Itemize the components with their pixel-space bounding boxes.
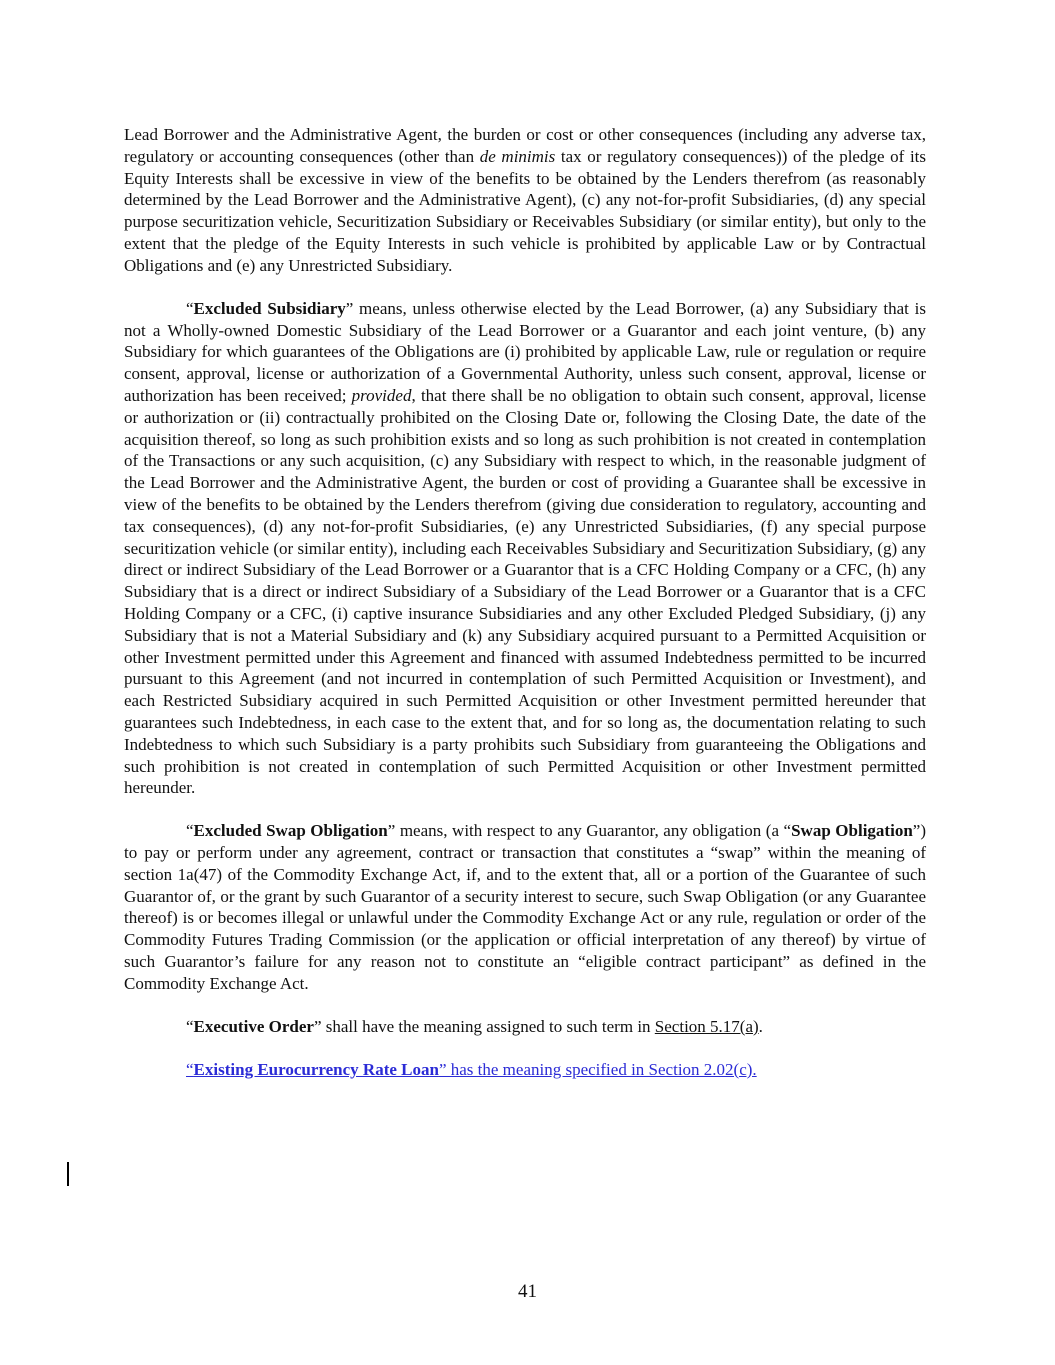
defined-term: Swap Obligation — [791, 821, 913, 841]
definition-text: , that there shall be no obligation to obtain such consent, approval, license or authorization or (ii) contractually prohibited on the Closing Date or, following the Closing Date, the date of the acquisition thereof, so long as such prohibition exists and so long as such prohibition is not created in contemplation of the Transactions or any such acquisition, (c) any Subsidiary with respect to which, in the reasonable judgment of the Lead Borrower and the Administrative Agent, the burden or cost of providing a Guarantee shall be excessive in view of the benefits to be obtained by the Lenders therefrom (giving due consideration to regulatory, accounting and tax consequences), (d) any not-for-profit Subsidiaries, (e) any Unrestricted Subsidiaries, (f) any special purpose securitization vehicle (or similar entity), including each Receivables Subsidiary and Securitization Subsidiary, (g) any direct or indirect Subsidiary of the Lead Borrower or a Guarantor that is a CFC Holding Company or a CFC, (h) any Subsidiary that is a direct or indirect Subsidiary of a Subsidiary of the Lead Borrower or a Guarantor that is a CFC Holding Company or a CFC, (i) captive insurance Subsidiaries and any other Excluded Pledged Subsidiary, (j) any Subsidiary that is not a Material Subsidiary and (k) any Subsidiary acquired pursuant to a Permitted Acquisition or other Investment permitted under this Agreement and financed with assumed Indebtedness permitted to be incurred pursuant to this Agreement (and not incurred in contemplation of such Permitted Acquisition or Investment), and each Restricted Subsidiary acquired in such Permitted Acquisition or other Investment permitted hereunder that guarantees such Indebtedness, in each case to the extent that, and for so long as, the documentation relating to such Indebtedness to which such Subsidiary is a party prohibits such Subsidiary from guaranteeing the Obligations and such prohibition is not created in contemplation of such Permitted Acquisition or other Investment permitted hereunder. — [124, 385, 926, 798]
definition-existing-eurocurrency-rate-loan — [124, 1059, 926, 1081]
definition-text: ” has the meaning specified in Section 2.02(c). — [438, 1059, 757, 1079]
definition-text: ”) to pay or perform under any agreement, contract or transaction that constitutes a “swap” within the meaning of section 1a(47) of the Commodity Exchange Act, if, and to the extent that, all or a portion of the Guarantee of such Guarantor of, or the grant by such Guarantor of a security interest to secure, such Swap Obligation (or any Guarantee thereof) is or becomes illegal or unlawful under the Commodity Exchange Act or any rule, regulation or order of the Commodity Futures Trading Commission (or the application or official interpretation of any thereof) by virtue of such Guarantor’s failure for any reason not to constitute an “eligible contract participant” as defined in the Commodity Exchange Act. — [124, 821, 926, 993]
definition-text: . — [758, 1016, 763, 1036]
italic-term: de minimis — [479, 146, 556, 166]
definition-executive-order — [124, 1016, 926, 1038]
paragraph-text: tax or regulatory consequences)) of the pledge of its Equity Interests shall be excessive in view of the benefits to be obtained by the Lenders therefrom (as reasonably determined by the Lead Borrower and the Administrative Agent), (c) any not-for-profit Subsidiaries, (d) any special purpose securitization vehicle, Securitization Subsidiary or Receivables Subsidiary (or similar entity), but only to the extent that the pledge of the Equity Interests in such vehicle is prohibited by applicable Law or by Contractual Obligations and (e) any Unrestricted Subsidiary. — [124, 146, 927, 275]
definition-excluded-subsidiary — [124, 298, 926, 799]
italic-term: provided — [351, 385, 412, 405]
document-page — [124, 124, 926, 1102]
revision-change-bar — [67, 1162, 69, 1186]
open-quote: “ — [186, 298, 194, 318]
open-quote: “ — [186, 1016, 194, 1036]
defined-term: Excluded Swap Obligation — [193, 821, 388, 841]
definition-text: ” shall have the meaning assigned to such term in — [313, 1016, 655, 1036]
section-reference: Section 5.17(a) — [654, 1016, 759, 1036]
defined-term: Existing Eurocurrency Rate Loan — [193, 1059, 439, 1079]
definition-text: ” means, unless otherwise elected by the Lead Borrower, (a) any Subsidiary that is not a Wholly-owned Domestic Subsidiary of the Lead Borrower or a Guarantor and each joint venture, (b) any Subsidiary for which guarantees of the Obligations are (i) prohibited by applicable Law, rule or regulation or require consent, approval, license or authorization of a Governmental Authority, unless such consent, approval, license or authorization has been received; — [124, 298, 926, 405]
defined-term: Excluded Subsidiary — [193, 298, 346, 318]
paragraph-text: Lead Borrower and the Administrative Agent, the burden or cost or other consequences (including any adverse tax, regulatory or accounting consequences (other than — [124, 125, 926, 166]
defined-term: Executive Order — [193, 1016, 314, 1036]
definition-text: ” means, with respect to any Guarantor, any obligation (a “ — [387, 821, 792, 841]
paragraph-continuation — [124, 124, 926, 277]
open-quote: “ — [186, 1059, 194, 1079]
definition-excluded-swap-obligation — [124, 820, 926, 994]
page-number: 41 — [518, 1281, 537, 1302]
open-quote: “ — [186, 821, 194, 841]
